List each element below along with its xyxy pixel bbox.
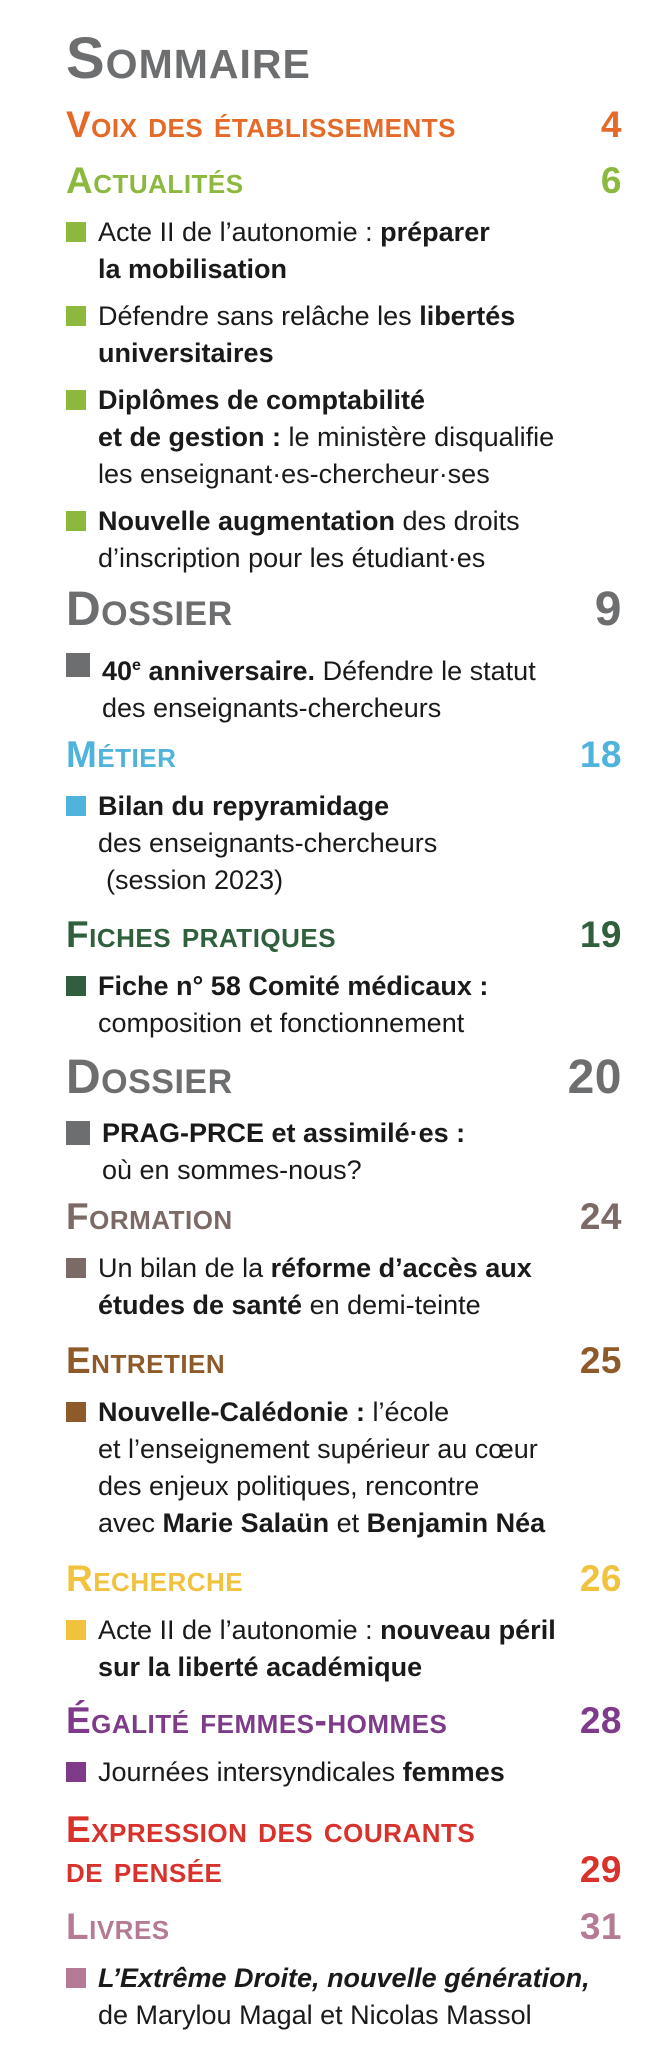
- book-title: L’Extrême Droite, nouvelle génération,: [98, 1963, 590, 1993]
- list-item[interactable]: [66, 503, 622, 577]
- item-text: des enseignants-chercheurs: [102, 693, 442, 723]
- item-bold: Nouvelle augmentation: [98, 506, 396, 536]
- section-entretien: [66, 1340, 622, 1542]
- item-text: d’inscription pour les étudiant·es: [98, 543, 486, 573]
- section-egalite: [66, 1700, 622, 1791]
- page-number: 4: [600, 104, 622, 145]
- item-text: composition et fonctionnement: [98, 1008, 465, 1038]
- bullet-square-icon: [66, 1968, 86, 1988]
- section-title[interactable]: Dossier: [66, 1051, 233, 1104]
- section-title[interactable]: Actualités: [66, 160, 244, 201]
- person-name: Marie Salaün: [162, 1508, 330, 1538]
- section-livres: [66, 1906, 622, 2034]
- item-bold: réforme d’accès aux: [270, 1253, 532, 1283]
- list-item[interactable]: [66, 647, 622, 727]
- list-item[interactable]: [66, 298, 622, 372]
- list-item[interactable]: [66, 1394, 622, 1542]
- bullet-square-icon: [66, 1620, 86, 1640]
- section-expression: [66, 1810, 622, 1890]
- section-title[interactable]: Fiches pratiques: [66, 914, 337, 955]
- item-text: et: [329, 1508, 367, 1538]
- page-number: 9: [594, 583, 622, 636]
- item-text: des enjeux politiques, rencontre: [98, 1471, 480, 1501]
- item-text: le ministère disqualifie: [281, 422, 555, 452]
- item-bold: Nouvelle-Calédonie :: [98, 1397, 366, 1427]
- item-text: où en sommes-nous?: [102, 1155, 362, 1185]
- person-name: Benjamin Néa: [366, 1508, 546, 1538]
- section-title[interactable]: Expression des courants: [66, 1809, 476, 1850]
- item-text: Défendre le statut: [315, 656, 536, 686]
- item-bold: anniversaire.: [140, 656, 316, 686]
- page-number: 24: [579, 1196, 622, 1237]
- page-number: 18: [579, 734, 622, 775]
- item-bold: la mobilisation: [98, 254, 288, 284]
- bullet-square-icon: [66, 976, 86, 996]
- item-bold: études de santé: [98, 1290, 303, 1320]
- item-text: de Marylou Magal et Nicolas Massol: [98, 2000, 532, 2030]
- page-number: 31: [579, 1906, 622, 1947]
- list-item[interactable]: [66, 1250, 622, 1324]
- list-item[interactable]: [66, 1612, 622, 1686]
- page-number: 29: [579, 1849, 622, 1890]
- section-voix: [66, 104, 622, 146]
- bullet-square-icon: [66, 1762, 86, 1782]
- item-text: des enseignants-chercheurs: [98, 828, 438, 858]
- bullet-square-icon: [66, 1258, 86, 1278]
- item-bold: et de gestion :: [98, 422, 282, 452]
- item-text: Un bilan de la: [98, 1253, 271, 1283]
- item-text: et l’enseignement supérieur au cœur: [98, 1434, 538, 1464]
- item-bold: 40: [102, 656, 133, 686]
- section-fiches-pratiques: [66, 914, 622, 1042]
- item-text: les enseignant·es-chercheur·ses: [98, 459, 490, 489]
- page-number: 26: [579, 1558, 622, 1599]
- item-bold: libertés: [419, 301, 516, 331]
- bullet-square-icon: [66, 222, 86, 242]
- item-bold: Diplômes de comptabilité: [98, 385, 426, 415]
- list-item[interactable]: [66, 968, 622, 1042]
- item-bold: Fiche n° 58 Comité médicaux :: [98, 971, 489, 1001]
- bullet-square-icon: [66, 390, 86, 410]
- page-title: Sommaire: [66, 26, 311, 91]
- page-number: 28: [579, 1700, 622, 1741]
- list-item[interactable]: [66, 382, 622, 493]
- bullet-square-icon: [66, 306, 86, 326]
- item-text: l’école: [365, 1397, 450, 1427]
- section-title-cont[interactable]: de pensée: [66, 1849, 223, 1890]
- list-item[interactable]: [66, 1960, 622, 2034]
- bullet-square-icon: [66, 796, 86, 816]
- section-title[interactable]: Recherche: [66, 1558, 244, 1599]
- section-actualites: [66, 160, 622, 577]
- item-text: Journées intersyndicales: [98, 1757, 403, 1787]
- section-recherche: [66, 1558, 622, 1686]
- section-title[interactable]: Voix des établissements: [66, 104, 456, 145]
- list-item[interactable]: [66, 1115, 622, 1189]
- bullet-square-icon: [66, 1402, 86, 1422]
- bullet-square-icon: [66, 653, 90, 677]
- bullet-square-icon: [66, 511, 86, 531]
- item-text: en demi-teinte: [302, 1290, 481, 1320]
- section-title[interactable]: Égalité femmes-hommes: [66, 1700, 448, 1741]
- item-text: Acte II de l’autonomie :: [98, 217, 381, 247]
- item-bold: PRAG-PRCE et assimilé·es :: [102, 1118, 466, 1148]
- section-title[interactable]: Livres: [66, 1906, 170, 1947]
- item-text: des droits: [395, 506, 520, 536]
- section-formation: [66, 1196, 622, 1324]
- section-title[interactable]: Dossier: [66, 583, 233, 636]
- item-bold: préparer: [380, 217, 490, 247]
- list-item[interactable]: [66, 1754, 622, 1791]
- section-title[interactable]: Entretien: [66, 1340, 226, 1381]
- item-text: Acte II de l’autonomie :: [98, 1615, 381, 1645]
- page-number: 19: [579, 914, 622, 955]
- list-item[interactable]: [66, 214, 622, 288]
- item-bold: universitaires: [98, 338, 274, 368]
- item-text: (session 2023): [106, 865, 284, 895]
- superscript: e: [132, 657, 141, 674]
- section-dossier-2: [66, 1050, 622, 1189]
- list-item[interactable]: [66, 788, 622, 899]
- item-bold: Bilan du repyramidage: [98, 791, 390, 821]
- page-number: 6: [600, 160, 622, 201]
- item-text: avec: [98, 1508, 163, 1538]
- item-bold: femmes: [402, 1757, 505, 1787]
- item-bold: nouveau péril: [380, 1615, 556, 1645]
- bullet-square-icon: [66, 1121, 90, 1145]
- section-dossier-1: [66, 582, 622, 727]
- item-text: Défendre sans relâche les: [98, 301, 420, 331]
- section-title[interactable]: Métier: [66, 734, 177, 775]
- item-bold: sur la liberté académique: [98, 1652, 423, 1682]
- page-number: 20: [567, 1051, 622, 1104]
- section-title[interactable]: Formation: [66, 1196, 233, 1237]
- page-number: 25: [579, 1340, 622, 1381]
- section-metier: [66, 734, 622, 899]
